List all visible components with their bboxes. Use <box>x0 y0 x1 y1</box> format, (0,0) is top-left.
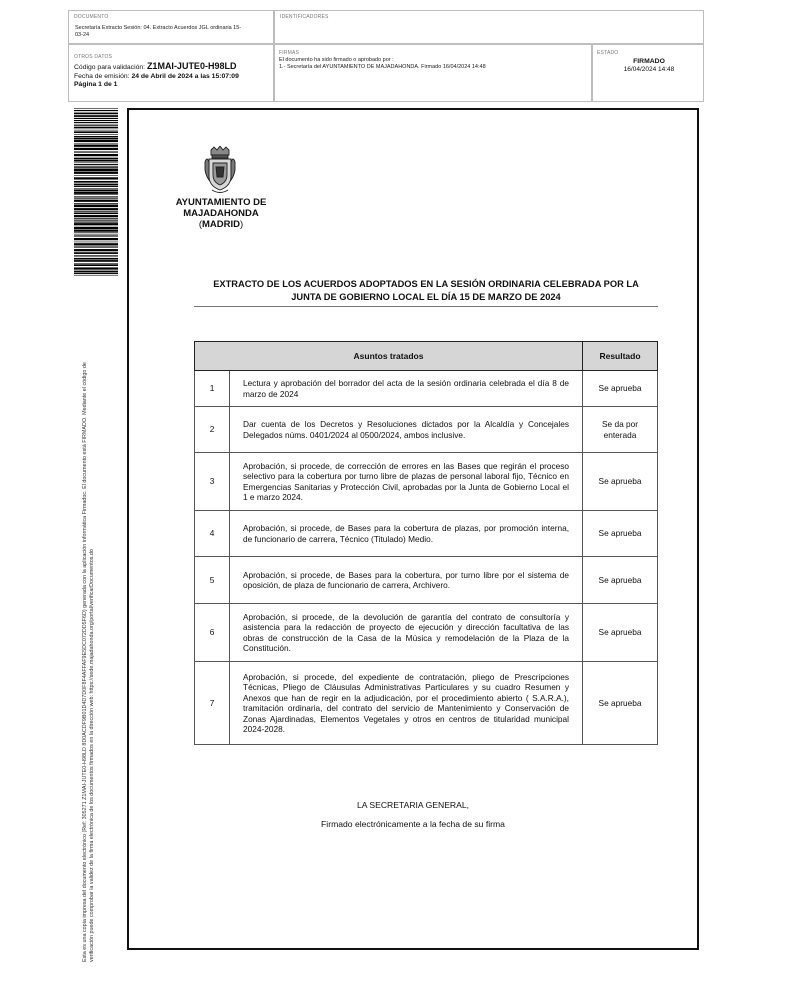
table-row <box>195 407 658 453</box>
codigo-prefix: Código para validación: <box>74 64 146 71</box>
row-result-line1: Se aprueba <box>598 476 642 487</box>
org-line1: AYUNTAMIENTO DE <box>175 197 267 208</box>
row-subject: Dar cuenta de los Decretos y Resoluciones dictados por la Alcaldía y Concejales Delegados núms. 0401/2024 al 0500/2024, ambos inclusive. <box>230 407 583 453</box>
row-subject: Lectura y aprobación del borrador del acta de la sesión ordinaria celebrada el día 8 de marzo de 2024 <box>230 371 583 407</box>
documento-text: Secretaría Extracto Sesión: 04. Extracto Acuerdos JGL ordinaria 15-03-24 <box>75 25 242 38</box>
header-resultado: Resultado <box>583 342 658 371</box>
pagina: Página 1 de 1 <box>74 81 118 88</box>
row-number: 1 <box>195 371 230 407</box>
org-line3: (MADRID) <box>198 219 244 230</box>
estado-value: FIRMADO <box>633 58 665 65</box>
firmas-line1: El documento ha sido firmado o aprobado por : <box>279 57 394 63</box>
side-verification-text <box>82 302 95 962</box>
identificadores-label: IDENTIFICADORES <box>280 14 329 20</box>
row-result-line1: Se aprueba <box>598 627 642 638</box>
estado-fecha: 16/04/2024 14:48 <box>623 66 675 73</box>
codigo-line <box>74 62 236 72</box>
row-result-line1: Se da por <box>602 419 638 429</box>
fecha-line <box>74 73 239 81</box>
title-line2: JUNTA DE GOBIERNO LOCAL EL DÍA 15 DE MARZO DE 2024 <box>291 292 561 302</box>
table-row <box>195 604 658 662</box>
table-row <box>195 511 658 557</box>
side-text-line1: Esta es una copia impresa del documento electrónico (Ref: 305271 Z1MAI-JUTE0-H98LD 8D0ACDF9B01D4D7D0F8F4AFFAF9E5DC072DD5F6D) generada con la aplicación informática Firmadoc. El documento está FIRMADO. Mediante el código de <box>82 362 88 962</box>
coat-of-arms-icon <box>203 146 237 196</box>
row-subject: Aprobación, si procede, de la devolución de garantía del contrato de consultoría y asistencia para la redacción de proyecto de ejecución y dirección facultativa de las obras de construcción de la Casa de la Música y remodelación de la Plaza de la Constitución. <box>230 604 583 662</box>
organization-name <box>165 197 277 230</box>
header-otros-box <box>68 44 274 102</box>
row-result-line1: Se aprueba <box>598 697 642 708</box>
firmas-line2: 1.- Secretaría del AYUNTAMIENTO DE MAJADAHONDA. Firmado 16/04/2024 14:48 <box>279 64 486 70</box>
row-number: 6 <box>195 604 230 662</box>
row-result-line2: enterada <box>603 429 637 440</box>
row-result-line1: Se aprueba <box>598 528 642 539</box>
title-line1: EXTRACTO DE LOS ACUERDOS ADOPTADOS EN LA SESIÓN ORDINARIA CELEBRADA POR LA <box>213 279 639 289</box>
table-row <box>195 557 658 604</box>
row-subject: Aprobación, si procede, de Bases para la cobertura de plazas, por promoción interna, de funcionario de carrera, Técnico (Titulado) Medio. <box>230 511 583 557</box>
signature-title: LA SECRETARIA GENERAL, <box>356 800 470 810</box>
row-result-line1: Se aprueba <box>598 383 642 394</box>
table-row <box>195 453 658 511</box>
row-result <box>583 604 658 662</box>
header-estado-box <box>592 44 704 102</box>
row-number: 2 <box>195 407 230 453</box>
row-result <box>583 557 658 604</box>
otros-label: OTROS DATOS <box>74 54 113 60</box>
table-row <box>195 662 658 745</box>
row-result <box>583 662 658 745</box>
org-line2: MAJADAHONDA <box>183 208 259 219</box>
page-title <box>194 278 658 307</box>
documento-label: DOCUMENTO <box>74 14 109 20</box>
row-subject: Aprobación, si procede, de Bases para la cobertura, por turno libre por el sistema de oposición, de plaza de funcionario de carrera, Archivero. <box>230 557 583 604</box>
agenda-table <box>194 341 658 745</box>
fecha-prefix: Fecha de emisión: <box>74 73 130 80</box>
row-number: 5 <box>195 557 230 604</box>
table-row <box>195 371 658 407</box>
row-subject: Aprobación, si procede, del expediente de contratación, pliego de Prescripciones Técnicas, Pliego de Cláusulas Administrativas Particulares y su cuadro Resumen y Anexos que han de regir en la adjudicación, por el procedimiento abierto ( S.A.R.A.), tramitación ordinaria, del contrato del servicio de Mantenimiento y Conservación de Zonas Ajardinadas, Elementos Vegetales y otros en centros de titularidad municipal 2024-2028. <box>230 662 583 745</box>
barcode-icon <box>74 108 118 276</box>
signature-note: Firmado electrónicamente a la fecha de su firma <box>321 819 505 829</box>
header-asuntos: Asuntos tratados <box>195 342 583 371</box>
row-number: 4 <box>195 511 230 557</box>
row-result <box>583 407 658 453</box>
header-identificadores-box <box>274 10 704 44</box>
row-result-line1: Se aprueba <box>598 574 642 585</box>
row-result <box>583 453 658 511</box>
codigo-value: Z1MAI-JUTE0-H98LD <box>146 61 237 71</box>
side-text-line2: verificación puede comprobar la validez de la firma electrónica de los documentos firmados en la dirección web: https://sede.majadahonda.org/portal/verificarDocumentos.do <box>88 549 95 962</box>
table-header-row <box>195 342 658 371</box>
row-number: 7 <box>195 662 230 745</box>
fecha-value: 24 de Abril de 2024 a las 15:07:09 <box>131 73 239 80</box>
estado-label: ESTADO <box>597 50 619 56</box>
firmas-label: FIRMAS <box>279 50 300 56</box>
row-subject: Aprobación, si procede, de corrección de errores en las Bases que regirán el proceso selectivo para la cobertura por turno libre de plazas de personal laboral fijo, Técnico en Emergencias Sanitarias y Protección Civil, aprobadas por la Junta de Gobierno Local el 1 e marzo 2024. <box>230 453 583 511</box>
header-documento-box <box>68 10 274 44</box>
row-number: 3 <box>195 453 230 511</box>
row-result <box>583 371 658 407</box>
row-result <box>583 511 658 557</box>
header-firmas-box <box>274 44 592 102</box>
